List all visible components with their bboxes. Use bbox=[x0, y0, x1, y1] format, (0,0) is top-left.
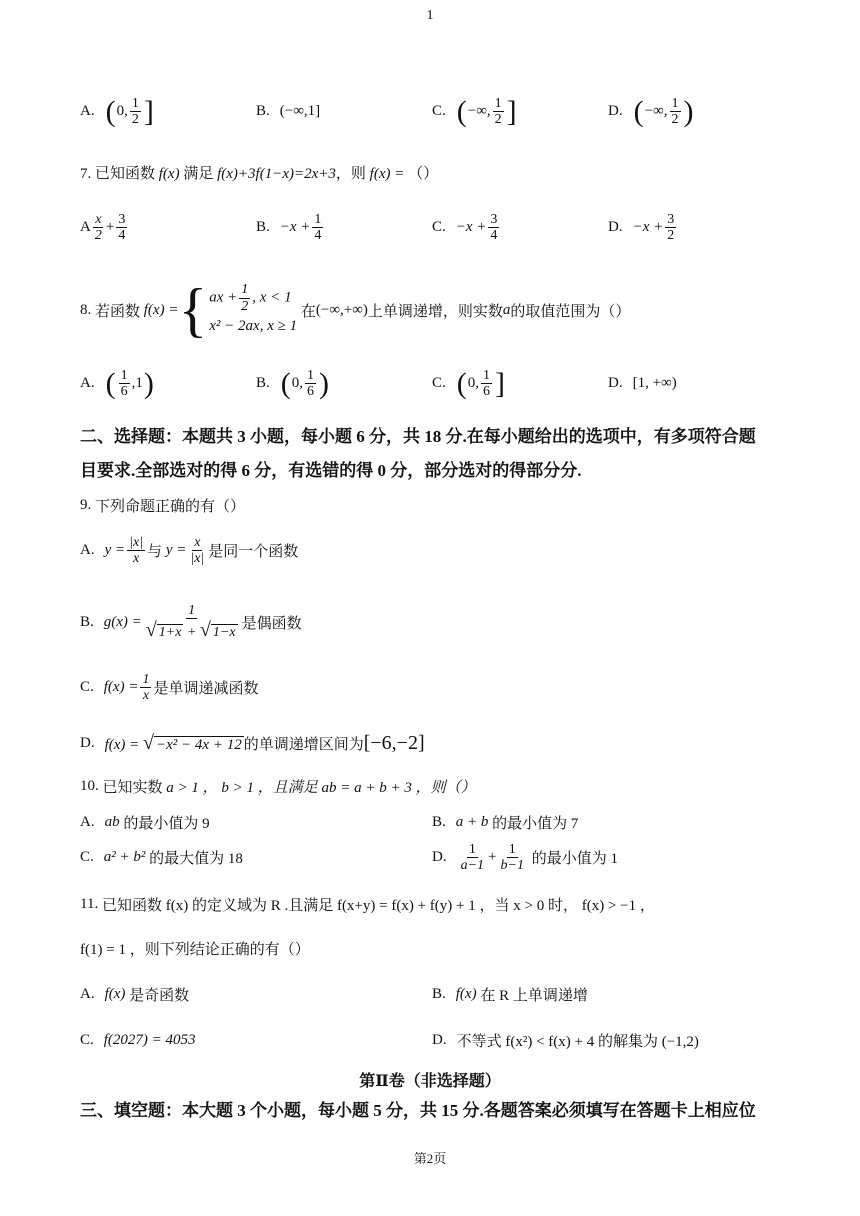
part-2-title: 第Ⅱ卷（非选择题） bbox=[359, 1073, 501, 1090]
q8-options bbox=[80, 368, 800, 400]
q6-option-b: B. (−∞,1] bbox=[256, 103, 321, 120]
q11-option-b: B. f(x) 在 R 上单调递增 bbox=[432, 986, 588, 1004]
q11-stem-line-1: 11. 已知函数 f(x) 的定义域为 R .且满足 f(x+y) = f(x) + f(y) + 1 ，当 x > 0 时， f(x) > −1 ， bbox=[80, 896, 655, 914]
q9-option-a: A. y = $\frac{|x|}{x}$ 与 y = $\frac{x}{|x|}$ 是同一个函数 bbox=[80, 535, 299, 567]
q8-option-a: A. ( $\frac{1}{6}$ ,1 ) bbox=[80, 366, 154, 400]
q10-option-b: B. a + b 的最小值为 7 bbox=[432, 814, 579, 832]
section-3-heading: 三、填空题：本大题 3 个小题，每小题 5 分，共 15 分.各题答案必须填写在答题卡上相应位 bbox=[80, 1101, 756, 1120]
q8-option-b: B. ( 0, $\frac{1}{6}$ ) bbox=[256, 366, 330, 400]
q6-option-a: A. ( 0, $\frac{1}{2}$ ] bbox=[80, 94, 154, 128]
q11-options-row-2 bbox=[80, 1030, 800, 1051]
q10-option-a: A. ab 的最小值为 9 bbox=[80, 814, 210, 832]
q10-option-c: C. a² + b² 的最大值为 18 bbox=[80, 849, 243, 868]
q7-option-a: A $\frac{x}{2}$ + $\frac{3}{4}$ bbox=[80, 212, 126, 244]
q10-options-row-1 bbox=[80, 812, 800, 833]
q7-options bbox=[80, 212, 800, 244]
section-2-heading: 二、选择题：本题共 3 小题，每小题 6 分，共 18 分.在每小题给出的选项中，有多项符合题 目要求.全部选对的得 6 分，有选错的得 0 分，部分选对的得部分分. bbox=[80, 427, 756, 480]
q8-option-d: D. [1, +∞) bbox=[608, 375, 677, 392]
q9-option-c: C. f(x) = $\frac{1}{x}$ 是单调递减函数 bbox=[80, 672, 259, 704]
q10-options-row-2 bbox=[80, 842, 800, 874]
q11-options-row-1 bbox=[80, 984, 800, 1005]
q6-options bbox=[80, 96, 800, 128]
q7-option-d: D. −x + $\frac{3}{2}$ bbox=[608, 212, 675, 244]
q8-piece-1: ax + $\frac{1}{2}$ , x < 1 bbox=[209, 282, 292, 314]
q8-option-c: C. ( 0, $\frac{1}{6}$ ] bbox=[432, 366, 506, 400]
q11-option-d: D. 不等式 f(x²) < f(x) + 4 的解集为 (−1,2) bbox=[432, 1032, 699, 1050]
q6-option-c: C. ( −∞, $\frac{1}{2}$ ] bbox=[432, 94, 517, 128]
q11-option-a: A. f(x) 是奇函数 bbox=[80, 986, 190, 1004]
q10-stem: 10. 已知实数 a > 1 ， b > 1 ，且满足 ab = a + b + 3 ，则（） bbox=[80, 778, 476, 796]
q9-option-d: D. f(x) = √ −x² − 4x + 12 的单调递增区间为 [−6,−2] bbox=[80, 732, 425, 754]
q11-option-c: C. f(2027) = 4053 bbox=[80, 1032, 196, 1048]
page-footer: 第2页 bbox=[413, 1151, 447, 1166]
q7-stem: 7. 已知函数 f(x) 满足 f(x)+3f(1−x)=2x+3，则 f(x) = （） bbox=[80, 166, 439, 182]
q9-stem: 9. 下列命题正确的有（） bbox=[80, 497, 246, 515]
q11-stem-line-2: f(1) = 1 ，则下列结论正确的有（） bbox=[80, 942, 310, 958]
q7-option-c: C. −x + $\frac{3}{4}$ bbox=[432, 212, 498, 244]
q9-option-b: B. g(x) = $\frac{1}{√ 1+x + √ 1-x}$ 是偶函数 bbox=[80, 603, 302, 642]
q7-option-b: B. −x + $\frac{1}{4}$ bbox=[256, 212, 322, 244]
q8-stem: 8. 若函数 f(x) = { ax + $\frac{1}{2}$ , x < 1 x² − 2ax, x ≥ 1 在 (−∞,+∞) 上单调递增，则实数 a 的取值范围为（） bbox=[80, 277, 631, 343]
q8-piece-2: x² − 2ax, x ≥ 1 bbox=[209, 317, 298, 334]
page-number: 1 bbox=[426, 8, 434, 23]
q10-option-d: D. $\frac{1}{a-1}$ + $\frac{1}{b-1}$ 的最小值为 1 bbox=[432, 842, 618, 874]
q6-option-d: D. ( −∞, $\frac{1}{2}$ ) bbox=[608, 94, 694, 128]
